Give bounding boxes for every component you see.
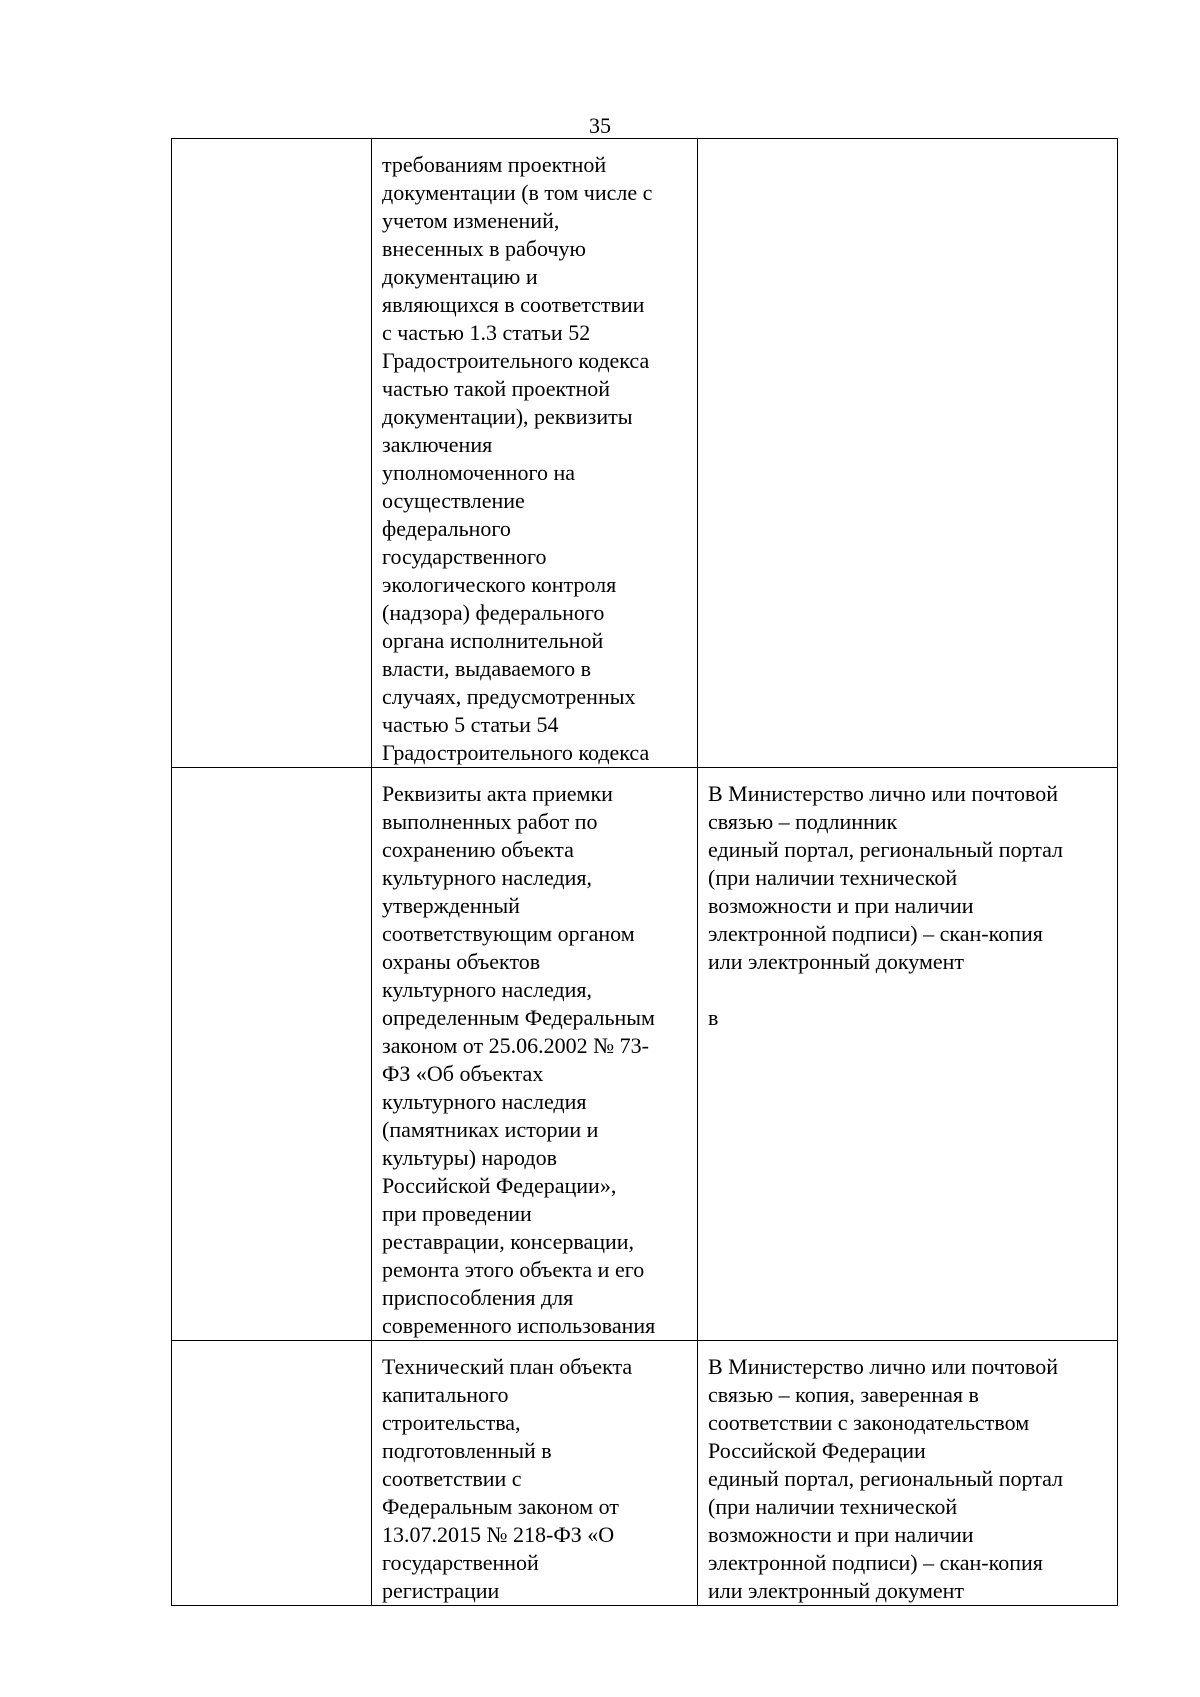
text-line: Технический план объекта [382, 1354, 633, 1379]
text-line: частью 5 статьи 54 [382, 712, 559, 737]
text-line: культурного наследия, [382, 865, 592, 890]
text-line: документации), реквизиты [382, 404, 633, 429]
text-line: учетом изменений, [382, 208, 560, 233]
table-cell-empty [172, 768, 372, 1341]
text-line: соответствующим органом [382, 921, 635, 946]
text-line: единый портал, региональный портал [708, 837, 1064, 862]
text-line: соответствии с законодательством [708, 1410, 1030, 1435]
text-line: Российской Федерации [708, 1438, 926, 1463]
text-line: возможности и при наличии [708, 1522, 974, 1547]
text-line: регистрации [382, 1578, 500, 1603]
text-line: частью такой проектной [382, 376, 611, 401]
text-line: органа исполнительной [382, 628, 604, 653]
spacer [708, 976, 1107, 1004]
text-line: ремонта этого объекта и его [382, 1257, 645, 1282]
text-line: уполномоченного на [382, 460, 576, 485]
text-line: федерального [382, 516, 511, 541]
text-line: экологического контроля [382, 572, 617, 597]
text-line: утвержденный [382, 893, 520, 918]
text-line: ФЗ «Об объектах [382, 1061, 544, 1086]
text-line: культурного наследия, [382, 977, 592, 1002]
table-row [172, 768, 1118, 1341]
table-row [172, 1341, 1118, 1606]
text-line: выполненных работ по [382, 809, 598, 834]
text-line: (памятниках истории и [382, 1117, 599, 1142]
text-line: приспособления для [382, 1285, 574, 1310]
text-line: современного использования [382, 1313, 656, 1338]
document-table [171, 138, 1118, 1606]
document-description-cell [372, 139, 698, 768]
text-line: требованиям проектной [382, 152, 607, 177]
submission-method-cell [698, 139, 1118, 768]
text-line: капитального [382, 1382, 509, 1407]
text-line: реставрации, консервации, [382, 1229, 635, 1254]
text-line: государственной [382, 1550, 539, 1575]
text-line: случаях, предусмотренных [382, 684, 636, 709]
text-line: власти, выдаваемого в [382, 656, 592, 681]
text-line: культурного наследия [382, 1089, 587, 1114]
text-line: Градостроительного кодекса [382, 348, 650, 373]
text-line: заключения [382, 432, 493, 457]
table-row [172, 139, 1118, 768]
text-line: Градостроительного кодекса [382, 740, 650, 765]
text-line: осуществление [382, 488, 525, 513]
text-line: Реквизиты акта приемки [382, 781, 613, 806]
text-line: или электронный документ [708, 949, 965, 974]
page-number: 35 [589, 113, 611, 138]
text-line: законом от 25.06.2002 № 73- [382, 1033, 649, 1058]
text-line: документации (в том числе с [382, 180, 653, 205]
text-line: (при наличии технической [708, 1494, 958, 1519]
text-line: охраны объектов [382, 949, 541, 974]
text-line: единый портал, региональный портал [708, 1466, 1064, 1491]
text-line: строительства, [382, 1410, 521, 1435]
text-line: определенным Федеральным [382, 1005, 655, 1030]
text-line: (надзора) федерального [382, 600, 605, 625]
text-line: возможности и при наличии [708, 893, 974, 918]
text-line: при проведении [382, 1201, 532, 1226]
table-cell-empty [172, 1341, 372, 1606]
text-line: электронной подписи) – скан-копия [708, 921, 1043, 946]
text-line: внесенных в рабочую [382, 236, 586, 261]
text-line: В Министерство лично или почтовой [708, 1354, 1059, 1379]
text-line: сохранению объекта [382, 837, 574, 862]
text-line: связью – подлинник [708, 809, 898, 834]
submission-method-cell [698, 768, 1118, 1341]
text-line: с частью 1.3 статьи 52 [382, 320, 591, 345]
submission-method-lines [708, 780, 1107, 976]
document-description-cell [372, 1341, 698, 1606]
text-line: 13.07.2015 № 218-ФЗ «О [382, 1522, 615, 1547]
text-line: В Министерство лично или почтовой [708, 781, 1059, 806]
text-line: или электронный документ [708, 1578, 965, 1603]
table-cell-empty [172, 139, 372, 768]
text-line: государственного [382, 544, 547, 569]
text-line: Российской Федерации», [382, 1173, 617, 1198]
text-line: Федеральным законом от [382, 1494, 619, 1519]
submission-method-cell [698, 1341, 1118, 1606]
document-description-cell [372, 768, 698, 1341]
text-line: электронной подписи) – скан-копия [708, 1550, 1043, 1575]
text-line: соответствии с [382, 1466, 522, 1491]
text-line: документацию и [382, 264, 538, 289]
text-line: (при наличии технической [708, 865, 958, 890]
text-line: подготовленный в [382, 1438, 552, 1463]
stray-letter: в [708, 1005, 719, 1030]
text-line: являющихся в соответствии [382, 292, 645, 317]
text-line: культуры) народов [382, 1145, 558, 1170]
text-line: связью – копия, заверенная в [708, 1382, 979, 1407]
